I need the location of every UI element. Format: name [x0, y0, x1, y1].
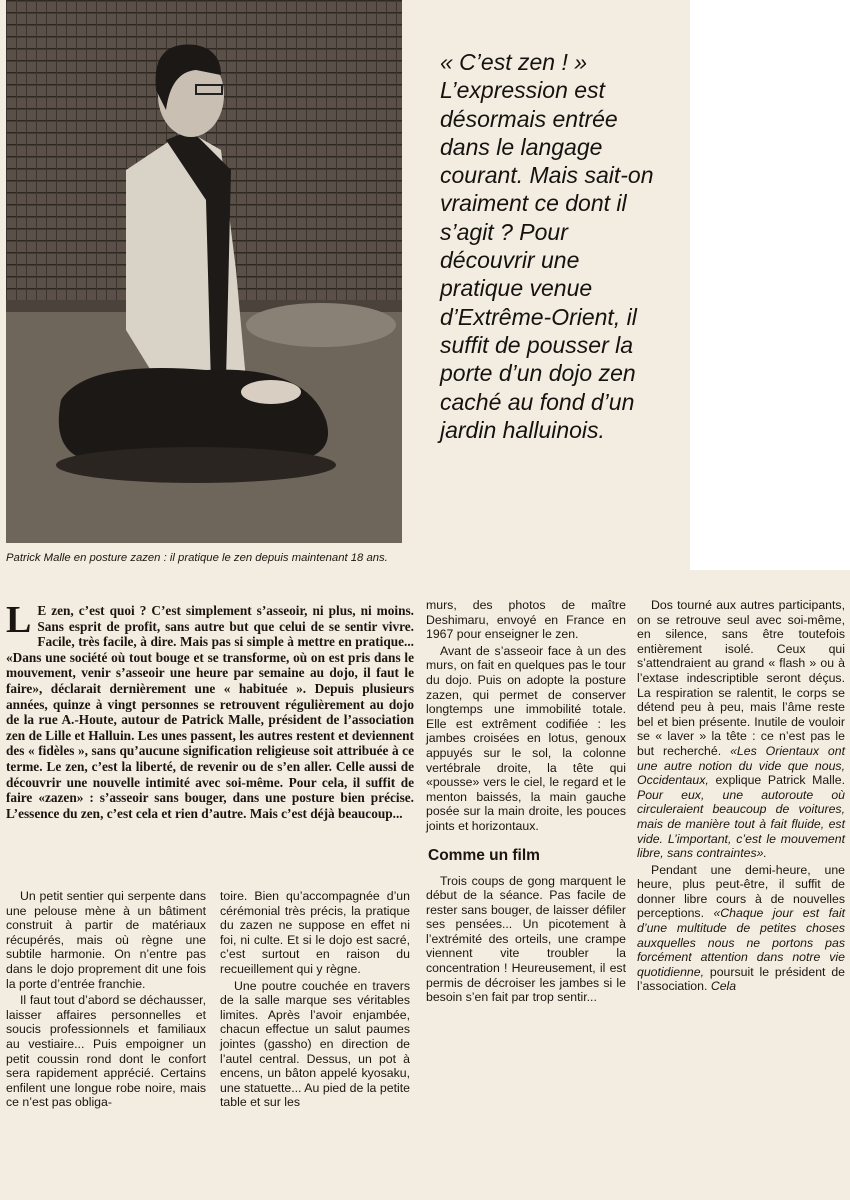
paragraph: toire. Bien qu’accompagnée d’un cérémonial très précis, la pratique du zazen ne suppose en effet ni foi, ni culte. Et si le dojo est sacré, c’est surtout en raison du recueillement qui y règne. [220, 889, 410, 976]
article-photo [6, 0, 402, 543]
lede-line: désormais entrée [440, 105, 618, 132]
lede-line: découvrir une [440, 247, 580, 274]
lede-line: porte d’un dojo zen [440, 360, 636, 387]
article-column-4 [637, 598, 845, 996]
intro-paragraph [6, 599, 414, 821]
lede-line: dans le langage [440, 133, 603, 160]
paragraph [637, 598, 845, 861]
lede-line: courant. Mais sait-on [440, 162, 654, 189]
drop-cap: L [6, 599, 32, 641]
paragraph-text: Dos tourné aux autres participants, on se retrouve seul avec soi-même, en silence, sans être toutefois entièrement isolé. Ceux qui s’attendraient au grand « flash » ou à l’extase indescriptible seront déçus. La respiration se ralentit, le corps se détend peu à peu, mais l’âme reste bel et bien présente. Inutile de vouloir se « laver » la tête : ce n’est pas le but recherché. [637, 598, 845, 758]
paragraph [637, 863, 845, 994]
lede-line: L’expression est [440, 77, 605, 104]
lede-line: « C’est zen ! » [440, 49, 588, 75]
attribution-text: explique Patrick Malle. [715, 773, 845, 788]
quote-text: «Les Orientaux ont une autre notion du vide que nous, Occidentaux, [637, 743, 845, 788]
zazen-photo-illustration [6, 0, 402, 543]
lede-line: suffit de pousser la [440, 331, 634, 358]
attribution-text: poursuit le président de l’association. [637, 964, 845, 994]
lede-line: caché au fond d’un [440, 388, 635, 415]
paragraph: Trois coups de gong marquent le début de la séance. Pas facile de rester sans bouger, de laisser défiler ses pensées... Un picotement à l’extrémité des orteils, une crampe viennent vite troubler la concentration ! Heureusement, il est permis de décroiser les jambes si le besoin s’en fait par trop sentir... [426, 873, 626, 1005]
lede-paragraph [440, 48, 690, 444]
article-column-2 [220, 889, 410, 1112]
section-subhead: Comme un film [428, 846, 540, 864]
page-cutout [690, 0, 850, 570]
lede-line: s’agit ? Pour [440, 218, 568, 245]
quote-text: «Chaque jour est fait d’une multitude de petites choses auxquelles nous ne portons pas forcément attention dans notre vie quotidienne, [637, 906, 845, 979]
intro-text: E zen, c’est quoi ? C’est simplement s’asseoir, ni plus, ni moins. Sans esprit de profit, sans autre but que celui de se sentir vivre. Facile, très facile, à dire. Mais pas si simple à mettre en pratique... «Dans une société où tout bouge et se transforme, où on est pris dans le mouvement, venir s’asseoir une heure par semaine au dojo, il faut le faire», déclarait dernièrement une « habituée ». Depuis plusieurs années, quinze à vingt personnes se retrouvent régulièrement au dojo de la rue A.-Houte, autour de Patrick Malle, président de l’association zen de Lille et Halluin. Les unes passent, les autres restent et deviennent des « fidèles », sans qu’aucune signification religieuse soit attribuée à ce terme. Le zen, c’est la liberté, de revenir ou de s’en aller. Celle aussi de découvrir une nouvelle intimité avec soi-même. Pour cela, il suffit de faire «zazen» : s’asseoir sans bouger, dans une posture bien précise. L’essence du zen, c’est cela et rien d’autre. Mais c’est déjà beaucoup... [6, 603, 414, 821]
paragraph-text: Pendant une demi-heure, une heure, plus peut-être, il suffit de donner libre cours à de nouvelles perceptions. [637, 862, 845, 921]
article-column-1 [6, 889, 206, 1112]
quote-text: Cela [710, 979, 737, 994]
quote-text: Pour eux, une autoroute où circuleraient beaucoup de voitures, mais de manière tout à fait fluide, est vide. L’important, c’est le mouvement libre, sans contraintes». [637, 787, 845, 861]
photo-caption: Patrick Malle en posture zazen : il pratique le zen depuis maintenant 18 ans. [6, 552, 388, 564]
paragraph: Il faut tout d’abord se déchausser, laisser affaires personnelles et soucis professionnels et familiaux au vestiaire... Puis empoigner un petit coussin rond dont le confort sera rapidement apprécié. Certains enfilent une longue robe noire, mais ce n’est pas obliga- [6, 993, 206, 1110]
paragraph: murs, des photos de maître Deshimaru, envoyé en France en 1967 pour enseigner le zen. [426, 598, 626, 642]
lede-line: vraiment ce dont il [440, 190, 627, 217]
lede-line: pratique venue [440, 275, 593, 302]
paragraph: Un petit sentier qui serpente dans une pelouse mène à un bâtiment construit à partir de matériaux récupérés, mais où règne une subtile harmonie. On n’entre pas dans le dojo proprement dit une fois la porte d’entrée franchie. [6, 889, 206, 991]
paragraph: Une poutre couchée en travers de la salle marque ses véritables limites. Après l’avoir enjambée, chacun effectue un salut paumes jointes (gassho) en direction de l’autel central. Dessus, un pot à encens, un bâton appelé kyosaku, une statuette... Au pied de la petite table et sur les [220, 978, 410, 1110]
paragraph: Avant de s’asseoir face à un des murs, on fait en quelques pas le tour du dojo. Puis on adopte la posture zazen, qui permet de conserver longtemps une immobilité totale. Elle est extrêment codifiée : les jambes croisées en lotus, genoux appuyés sur le sol, la colonne vertébrale droite, la tête qui «pousse» vers le ciel, le regard et le menton baissés, la main gauche posée sur la main droite, les pouces joints et horizontaux. [426, 643, 626, 833]
lede-line: jardin halluinois. [440, 416, 605, 443]
article-column-3 [426, 598, 626, 1007]
lede-line: d’Extrême-Orient, il [440, 303, 637, 330]
